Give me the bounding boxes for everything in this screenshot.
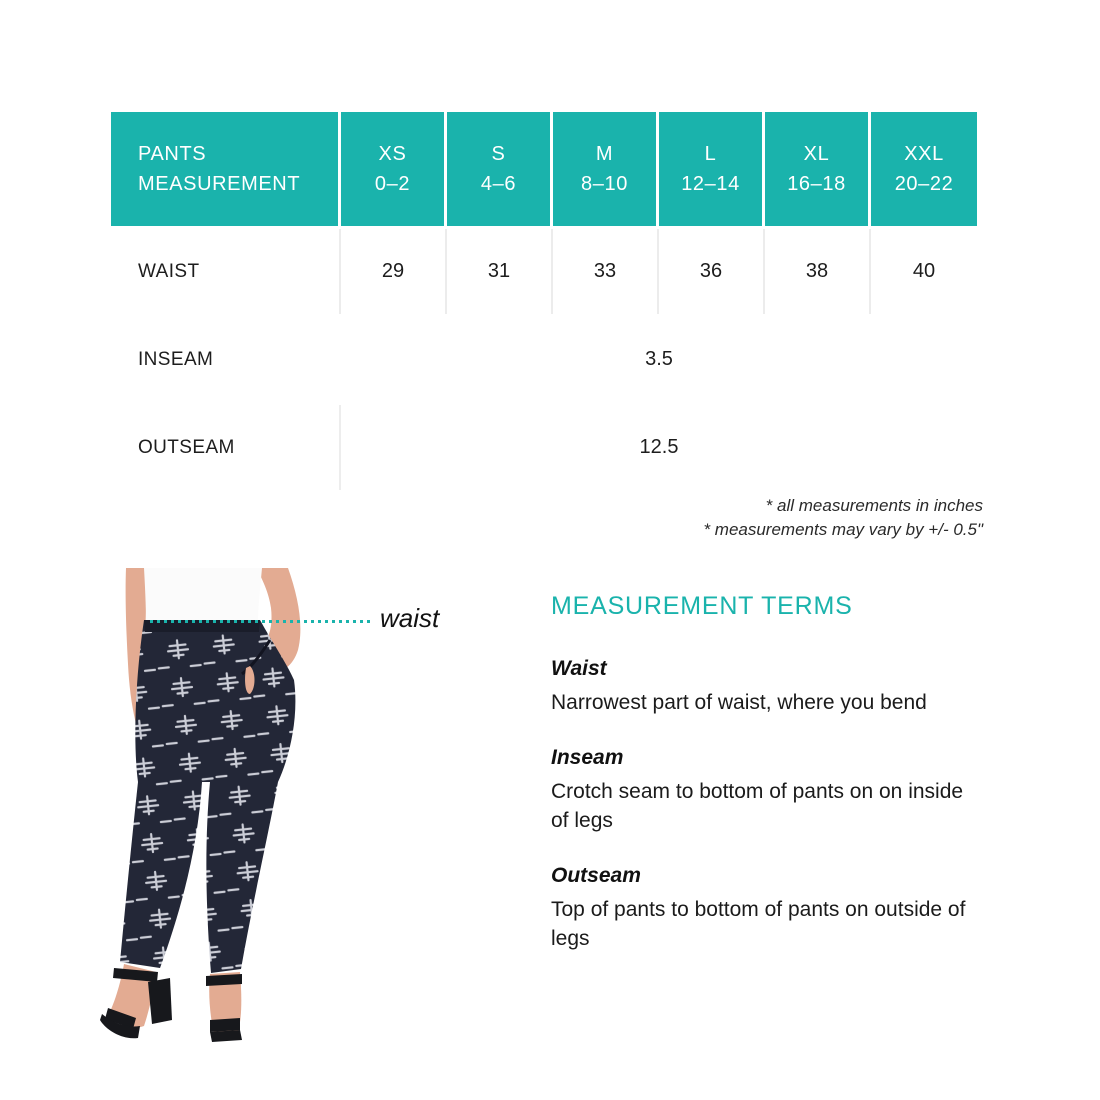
term-definition: Top of pants to bottom of pants on outside of legs: [551, 898, 966, 950]
terms-heading: MEASUREMENT TERMS: [551, 592, 853, 620]
footnote-units: * all measurements in inches: [765, 496, 983, 515]
size-range: 20–22: [894, 173, 954, 195]
size-range: 0–2: [374, 173, 411, 195]
model-top: [144, 568, 262, 622]
outseam-value: 12.5: [341, 405, 977, 490]
table-row-waist: [111, 229, 977, 314]
header-cell-xl: [765, 112, 871, 226]
header-cell-l: [659, 112, 765, 226]
size-name: M: [595, 143, 614, 165]
row-label-outseam: OUTSEAM: [111, 405, 341, 490]
table-row-outseam: [111, 405, 977, 490]
table-header-row: [111, 112, 977, 226]
footnote-tolerance: * measurements may vary by +/- 0.5": [703, 520, 983, 539]
waist-value-l: 36: [659, 229, 765, 314]
size-name: S: [491, 143, 506, 165]
model-pants: [120, 620, 295, 973]
header-cell-xxl: [871, 112, 977, 226]
waist-value-xs: 29: [341, 229, 447, 314]
size-name: XXL: [904, 143, 944, 165]
size-range: 8–10: [581, 173, 628, 195]
size-range: 12–14: [681, 173, 740, 195]
waist-value-s: 31: [447, 229, 553, 314]
term-name: Waist: [551, 657, 607, 680]
header-label-line1: PANTS: [138, 143, 207, 165]
table-footnotes: [703, 494, 983, 542]
header-cell-xs: [341, 112, 447, 226]
term-name: Outseam: [551, 864, 641, 887]
model-photo: [100, 568, 320, 1090]
header-cell-pants-measurement: [111, 112, 341, 226]
row-label-inseam: INSEAM: [111, 317, 341, 402]
term-definition: Narrowest part of waist, where you bend: [551, 691, 927, 714]
waist-value-xl: 38: [765, 229, 871, 314]
model-illustration: [100, 568, 320, 1090]
measurement-terms-section: [551, 592, 985, 953]
header-cell-m: [553, 112, 659, 226]
term-definition: Crotch seam to bottom of pants on on inside of legs: [551, 780, 964, 832]
waist-measure-dotted-line: [150, 620, 374, 623]
term-waist: [551, 657, 985, 717]
size-name: L: [704, 143, 717, 165]
row-label-waist: WAIST: [111, 229, 341, 314]
header-label-line2: MEASUREMENT: [138, 173, 301, 195]
size-chart-table: [111, 112, 977, 490]
waist-value-m: 33: [553, 229, 659, 314]
waist-annotation: waist: [380, 603, 440, 633]
waist-value-xxl: 40: [871, 229, 977, 314]
size-name: XL: [803, 143, 830, 165]
size-range: 16–18: [787, 173, 846, 195]
size-range: 4–6: [480, 173, 517, 195]
inseam-value: 3.5: [341, 317, 977, 402]
table-row-inseam: [111, 317, 977, 402]
header-cell-s: [447, 112, 553, 226]
size-name: XS: [378, 143, 407, 165]
term-inseam: [551, 746, 985, 835]
term-name: Inseam: [551, 746, 624, 769]
term-outseam: [551, 864, 985, 953]
